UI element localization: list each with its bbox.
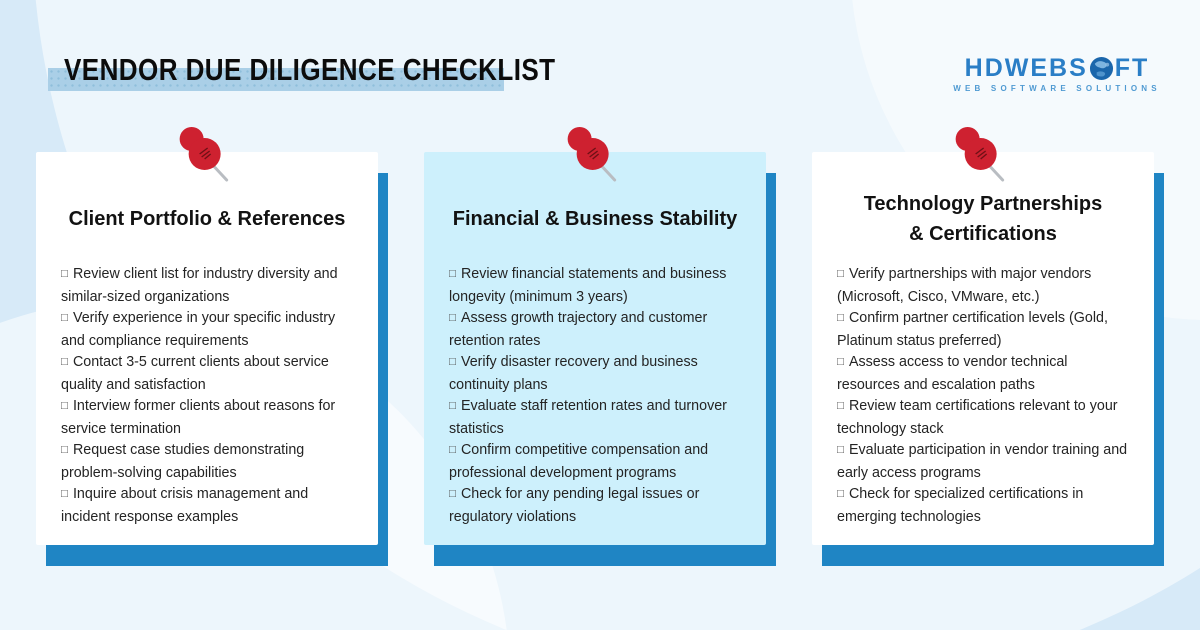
checklist-item-text: Verify disaster recovery and business continuity plans	[449, 354, 698, 393]
checklist	[812, 250, 1154, 528]
checklist-item	[61, 484, 356, 528]
checklist-item	[449, 264, 744, 308]
checkbox-icon: □	[61, 312, 68, 324]
checklist-item-text: Contact 3-5 current clients about service quality and satisfaction	[61, 354, 329, 393]
card-title	[424, 188, 766, 250]
checklist-item-text: Evaluate participation in vendor training and early access programs	[837, 442, 1128, 481]
checklist-item	[837, 396, 1132, 440]
card-technology-partnerships	[812, 152, 1154, 545]
checklist-item-text: Interview former clients about reasons for service termination	[61, 398, 336, 437]
card-body	[36, 152, 378, 545]
card-title-line: & Certifications	[909, 223, 1057, 245]
pushpin-icon	[176, 126, 232, 186]
checklist-item	[837, 440, 1132, 484]
checklist-item-text: Check for specialized certifications in emerging technologies	[837, 486, 1084, 525]
pushpin-icon	[564, 126, 620, 186]
checkbox-icon: □	[449, 488, 456, 500]
checklist-item-text: Verify partnerships with major vendors (Microsoft, Cisco, VMware, etc.)	[837, 266, 1092, 305]
checklist-item	[837, 352, 1132, 396]
checklist-item-text: Evaluate staff retention rates and turnover statistics	[449, 398, 727, 437]
pushpin-icon	[952, 126, 1008, 186]
checklist-item	[449, 352, 744, 396]
checkbox-icon: □	[61, 488, 68, 500]
logo-tagline: WEB SOFTWARE SOLUTIONS	[953, 84, 1161, 93]
checkbox-icon: □	[837, 488, 844, 500]
checkbox-icon: □	[449, 268, 456, 280]
checklist-item-text: Check for any pending legal issues or regulatory violations	[449, 486, 700, 525]
checkbox-icon: □	[449, 356, 456, 368]
checklist	[36, 250, 378, 528]
page-title: VENDOR DUE DILIGENCE CHECKLIST	[64, 52, 556, 87]
card-title-line: Technology Partnerships	[863, 193, 1103, 215]
logo-text-left: HDWEBS	[964, 54, 1088, 82]
checkbox-icon: □	[61, 268, 68, 280]
checkbox-icon: □	[61, 356, 68, 368]
checklist-item	[449, 484, 744, 528]
checklist-item-text: Request case studies demonstrating problem-solving capabilities	[61, 442, 305, 481]
checkbox-icon: □	[837, 312, 844, 324]
checkbox-icon: □	[837, 444, 844, 456]
checklist-item-text: Confirm competitive compensation and professional development programs	[449, 442, 709, 481]
checklist-item-text: Review financial statements and business longevity (minimum 3 years)	[449, 266, 727, 305]
checkbox-icon: □	[61, 444, 68, 456]
checklist-item-text: Assess growth trajectory and customer retention rates	[449, 310, 708, 349]
checklist-item	[837, 264, 1132, 308]
checklist-item-text: Assess access to vendor technical resources and escalation paths	[837, 354, 1068, 393]
checklist-item-text: Review client list for industry diversity and similar-sized organizations	[61, 266, 338, 305]
checkbox-icon: □	[449, 400, 456, 412]
logo-text-right: FT	[1114, 54, 1150, 82]
checkbox-icon: □	[837, 400, 844, 412]
card-body	[424, 152, 766, 545]
checklist-item	[61, 308, 356, 352]
card-title-line: Financial & Business Stability	[452, 208, 738, 230]
checklist-item	[837, 484, 1132, 528]
checklist-item	[61, 440, 356, 484]
checkbox-icon: □	[449, 444, 456, 456]
checkbox-icon: □	[61, 400, 68, 412]
checkbox-icon: □	[837, 356, 844, 368]
checklist-item-text: Verify experience in your specific industry and compliance requirements	[61, 310, 336, 349]
card-title	[36, 188, 378, 250]
checklist-item-text: Confirm partner certification levels (Gold, Platinum status preferred)	[837, 310, 1108, 349]
checklist-item	[61, 264, 356, 308]
card-client-portfolio	[36, 152, 378, 545]
checkbox-icon: □	[449, 312, 456, 324]
checklist-item-text: Review team certifications relevant to your technology stack	[837, 398, 1118, 437]
checklist-item	[449, 308, 744, 352]
checklist-item	[449, 440, 744, 484]
card-body	[812, 152, 1154, 545]
globe-icon	[1089, 56, 1114, 81]
checklist	[424, 250, 766, 528]
card-financial-stability	[424, 152, 766, 545]
checklist-item	[61, 352, 356, 396]
checklist-item-text: Inquire about crisis management and incident response examples	[61, 486, 309, 525]
hdwebsoft-logo	[953, 54, 1161, 93]
card-title-line: Client Portfolio & References	[68, 208, 346, 230]
logo-wordmark	[965, 56, 1150, 81]
checkbox-icon: □	[837, 268, 844, 280]
checklist-item	[449, 396, 744, 440]
checklist-item	[837, 308, 1132, 352]
card-title	[812, 188, 1154, 250]
checklist-item	[61, 396, 356, 440]
